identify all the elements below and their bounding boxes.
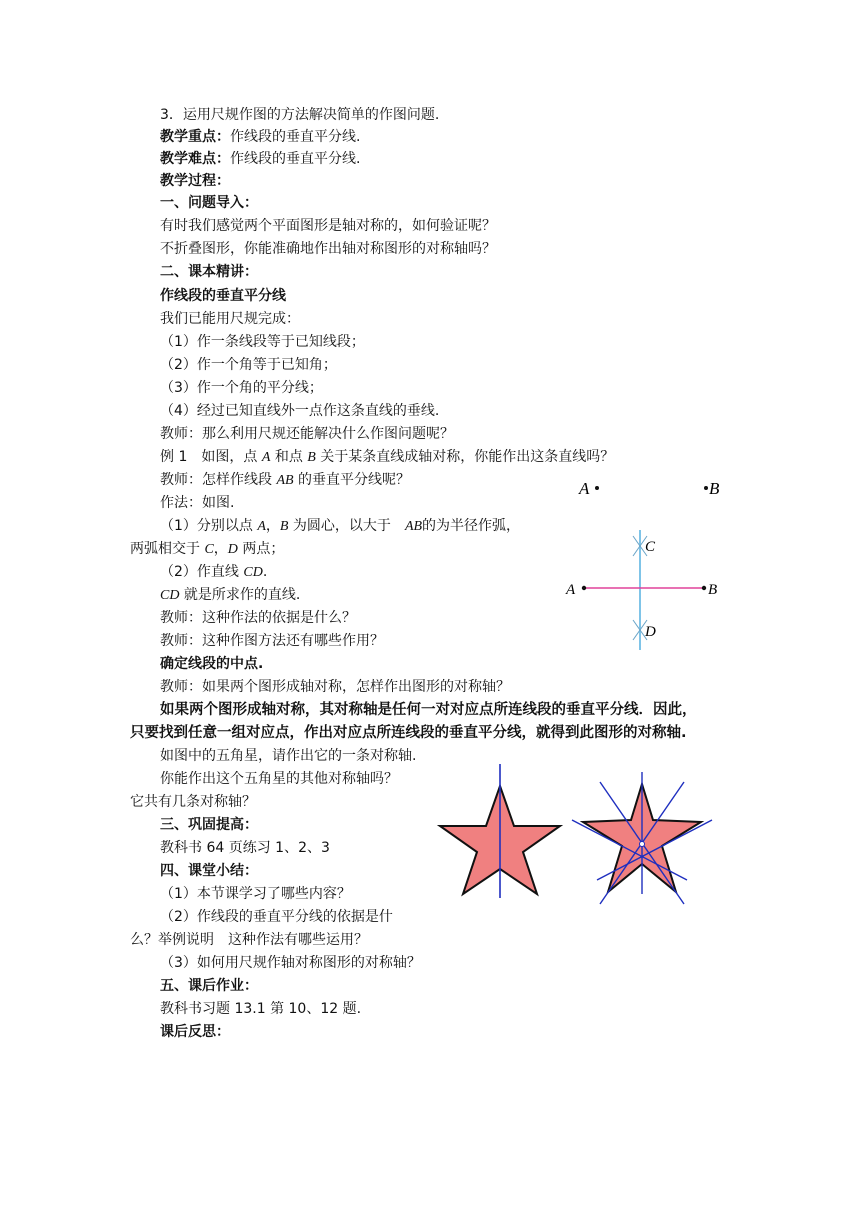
review-item-4: （4）经过已知直线外一点作这条直线的垂线. (160, 403, 440, 419)
difficult-point-text: 作线段的垂直平分线. (230, 151, 361, 167)
teacher-question-1: 教师：那么利用尺规还能解决什么作图问题呢？ (160, 426, 454, 442)
teacher-question-4: 教师：这种作图方法还有哪些作用？ (160, 633, 384, 649)
method-conclusion (160, 584, 300, 607)
text: 两弧相交于 (130, 541, 205, 557)
text: 教师：怎样作线段 (160, 472, 277, 488)
teacher-question-5: 教师：如果两个图形成轴对称，怎样作出图形的对称轴？ (160, 679, 510, 695)
principle-line-2: 只要找到任意一组对应点，作出对应点所连线段的垂直平分线，就得到此图形的对称轴. (130, 725, 687, 741)
summary-item-3: （3）如何用尺规作轴对称图形的对称轴？ (160, 955, 421, 971)
review-item-1: （1）作一条线段等于已知线段； (160, 334, 365, 350)
text: 和点 (270, 449, 308, 465)
summary-item-2: （2）作线段的垂直平分线的依据是什 (160, 909, 393, 925)
section-5-heading: 五、课后作业： (160, 978, 258, 994)
method-step-2 (160, 561, 267, 584)
teacher-question-2 (160, 469, 410, 492)
var: CD (243, 565, 263, 580)
section-3-heading: 三、巩固提高： (160, 817, 258, 833)
star-task-1: 如图中的五角星，请作出它的一条对称轴. (160, 748, 417, 764)
summary-item-1: （1）本节课学习了哪些内容？ (160, 886, 351, 902)
method-heading: 作法：如图. (160, 495, 235, 511)
difficult-point-heading: 教学难点： (160, 151, 230, 167)
text: . (262, 564, 268, 580)
bisector-point-b (702, 586, 706, 590)
key-point-text: 作线段的垂直平分线. (230, 129, 361, 145)
point-b-label: B (709, 479, 720, 498)
star-axes-group (572, 772, 712, 904)
text: ， (213, 541, 228, 557)
review-item-2: （2）作一个角等于已知角； (160, 357, 337, 373)
question-2: 不折叠图形，你能准确地作出轴对称图形的对称轴吗？ (160, 241, 496, 257)
topic-heading: 作线段的垂直平分线 (160, 288, 286, 304)
text: 的垂直平分线呢？ (293, 472, 411, 488)
star-task-2: 你能作出这个五角星的其他对称轴吗？ (160, 771, 398, 787)
text: （2）作直线 (160, 564, 244, 580)
bisector-label-b: B (708, 582, 718, 598)
points-ab-figure (570, 472, 730, 506)
principle-line-1: 如果两个图形成轴对称，其对称轴是任何一对对应点所连线段的垂直平分线．因此， (160, 702, 697, 718)
var: AB (276, 473, 294, 488)
review-intro: 我们已能用尺规完成： (160, 311, 300, 327)
section-2-heading: 二、课本精讲： (160, 264, 258, 280)
var: A (257, 519, 266, 534)
reflection-heading: 课后反思： (160, 1024, 230, 1040)
star-task-3: 它共有几条对称轴？ (130, 794, 256, 810)
bisector-label-d: D (645, 624, 656, 640)
var: A (261, 450, 271, 465)
var: C (204, 542, 214, 557)
text: 就是所求作的直线. (179, 587, 301, 603)
difficult-point (160, 148, 360, 170)
practice-text: 教科书 64 页练习 1、2、3 (160, 840, 330, 856)
example-1 (160, 446, 614, 469)
var: CD (160, 588, 180, 603)
midpoint-heading: 确定线段的中点. (160, 656, 264, 672)
review-item-3: （3）作一个角的平分线； (160, 380, 323, 396)
point-b (704, 486, 708, 490)
question-1: 有时我们感觉两个平面图形是轴对称的，如何验证呢？ (160, 218, 496, 234)
point-a (595, 486, 599, 490)
bisector-label-a: A (566, 582, 576, 598)
var: AB (404, 519, 423, 534)
key-point-heading: 教学重点： (160, 129, 230, 145)
star-one-axis-figure (436, 760, 566, 902)
bisector-label-c: C (645, 539, 656, 555)
var: B (279, 519, 289, 534)
point-a-label: A (579, 479, 590, 498)
text: 例 1 如图，点 (160, 449, 262, 465)
method-step-1 (160, 515, 520, 538)
section-4-heading: 四、课堂小结： (160, 863, 258, 879)
section-1-heading: 一、问题导入： (160, 195, 258, 211)
text: 两点； (237, 541, 285, 557)
star-center-point (640, 842, 645, 847)
text: 为圆心，以大于 (288, 518, 405, 534)
text: 关于某条直线成轴对称，你能作出这条直线吗？ (315, 449, 615, 465)
method-step-1-cont (130, 538, 284, 561)
homework-text: 教科书习题 13.1 第 10、12 题. (160, 1001, 362, 1017)
bisector-point-a (582, 586, 586, 590)
bisector-figure (560, 528, 730, 654)
star-five-axes-figure (570, 766, 716, 906)
process-heading: 教学过程： (160, 173, 230, 189)
text: 的为半径作弧， (422, 518, 521, 534)
var: D (227, 542, 238, 557)
objective-3: 3．运用尺规作图的方法解决简单的作图问题. (160, 107, 440, 123)
text: （1）分别以点 (160, 518, 258, 534)
text: ， (265, 518, 280, 534)
key-point (160, 126, 360, 148)
teacher-question-3: 教师：这种作法的依据是什么？ (160, 610, 356, 626)
var: B (307, 450, 316, 465)
summary-item-2-cont: 么？举例说明 这种作法有哪些运用？ (130, 932, 368, 948)
